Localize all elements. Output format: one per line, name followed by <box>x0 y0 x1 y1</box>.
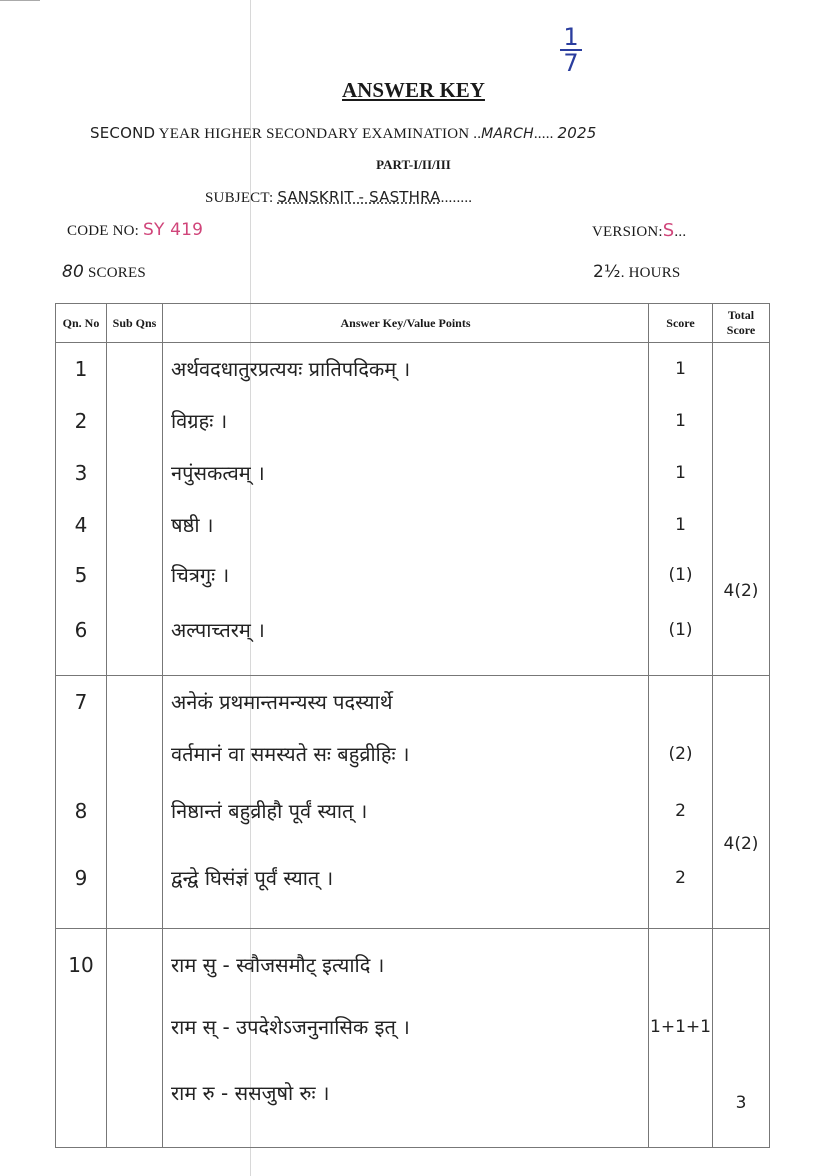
score-column <box>649 929 713 1148</box>
dots: ..... <box>533 126 554 142</box>
exam-label: YEAR HIGHER SECONDARY EXAMINATION .. <box>158 126 482 142</box>
total-score-column <box>713 676 770 929</box>
version-value: S <box>662 220 675 241</box>
question-number: 2 <box>74 409 88 433</box>
score-value <box>649 1053 712 1133</box>
subject-value: SANSKRIT - SASTHRA <box>277 188 441 206</box>
score-value: 1 <box>675 515 686 535</box>
header-answer-key: Answer Key/Value Points <box>163 304 649 343</box>
total-score-value: 4(2) <box>723 581 759 601</box>
code-line <box>67 220 203 240</box>
score-value: 2 <box>675 801 686 821</box>
question-number <box>56 1053 106 1133</box>
table-header-row <box>56 304 770 343</box>
question-number: 6 <box>74 618 88 642</box>
score-column <box>649 343 713 676</box>
document-title: ANSWER KEY <box>342 78 485 102</box>
score-value: (1) <box>668 565 693 585</box>
question-number: 7 <box>74 690 88 714</box>
answer-text: राम सु - स्वौजसमौट् इत्यादि । <box>171 953 385 977</box>
header-total-score: Total Score <box>713 304 770 343</box>
score-value: (2) <box>668 744 693 764</box>
score-value: 1+1+1 <box>650 1017 711 1037</box>
subject-label: SUBJECT: <box>205 190 274 206</box>
score-value: 1 <box>675 359 686 379</box>
answer-text: अनेकं प्रथमान्तमन्यस्य पदस्यार्थे <box>171 690 393 714</box>
dots: ........ <box>440 190 473 206</box>
question-number: 5 <box>74 563 88 587</box>
question-number <box>56 728 106 780</box>
answer-text: निष्ठान्तं बहुव्रीहौ पूर्वं स्यात् । <box>171 799 368 823</box>
version-line: VERSION:S... <box>592 220 687 241</box>
score-value: 2 <box>675 868 686 888</box>
answer-key-table <box>55 303 770 1148</box>
scores-value: 80 <box>62 262 85 282</box>
scores-label: SCORES <box>88 265 146 281</box>
question-number: 8 <box>74 799 88 823</box>
score-value: 1 <box>675 463 686 483</box>
question-number: 1 <box>74 357 88 381</box>
answer-text: नपुंसकत्वम् । <box>171 461 265 485</box>
score-value: (1) <box>668 620 693 640</box>
hours-value: 2½ <box>593 262 621 282</box>
answer-text: षष्ठी । <box>171 513 214 537</box>
answer-text: राम रु - ससजुषो रुः । <box>171 1081 330 1105</box>
page-mark-numerator: 1 <box>563 23 579 51</box>
part-line: PART-I/II/III <box>376 157 451 172</box>
question-number: 4 <box>74 513 88 537</box>
answer-text: अर्थवदधातुरप्रत्ययः प्रातिपदिकम् । <box>171 357 411 381</box>
sub-qns-column <box>107 343 163 676</box>
answer-text: वर्तमानं वा समस्यते सः बहुव्रीहिः । <box>171 742 410 766</box>
total-score-value: 4(2) <box>723 834 759 854</box>
question-group-row <box>56 343 770 676</box>
answer-text: चित्रगुः । <box>171 563 230 587</box>
qn-column <box>56 343 107 676</box>
answer-text: द्वन्द्वे घिसंज्ञं पूर्वं स्यात् । <box>171 866 334 890</box>
row-spacer <box>171 661 648 675</box>
header-sub-qns: Sub Qns <box>107 304 163 343</box>
question-group-row <box>56 676 770 929</box>
answer-text: अल्पाच्तरम् । <box>171 618 265 642</box>
qn-column <box>56 929 107 1148</box>
answer-text: विग्रहः । <box>171 409 228 433</box>
score-value <box>649 929 712 1001</box>
answer-column <box>163 929 649 1148</box>
qn-column <box>56 676 107 929</box>
row-spacer <box>171 914 648 928</box>
sub-qns-column <box>107 676 163 929</box>
exam-year-handwritten: SECOND <box>90 124 156 142</box>
sub-qns-column <box>107 929 163 1148</box>
answer-column <box>163 676 649 929</box>
answer-column <box>163 343 649 676</box>
question-number: 10 <box>68 953 94 977</box>
score-value: 1 <box>675 411 686 431</box>
answer-text: राम स् - उपदेशेऽजनुनासिक इत् । <box>171 1015 410 1039</box>
page-number-mark <box>560 25 582 75</box>
header-qn-no: Qn. No <box>56 304 107 343</box>
question-number: 9 <box>74 866 88 890</box>
total-score-column <box>713 343 770 676</box>
question-number <box>56 1001 106 1053</box>
question-group-row <box>56 929 770 1148</box>
hours-line: 2½. HOURS <box>593 262 681 282</box>
score-column <box>649 676 713 929</box>
subject-line <box>205 188 472 207</box>
scan-edge-mark <box>0 0 40 1</box>
code-value: SY 419 <box>142 220 204 240</box>
score-value <box>649 676 712 728</box>
exam-line <box>90 124 597 143</box>
question-number: 3 <box>74 461 88 485</box>
code-label: CODE NO: <box>67 223 140 239</box>
total-score-column <box>713 929 770 1148</box>
version-label: VERSION: <box>592 224 663 240</box>
scores-line <box>62 262 146 282</box>
exam-month: MARCH <box>481 126 534 142</box>
hours-label: HOURS <box>628 265 681 281</box>
header-score: Score <box>649 304 713 343</box>
page-mark-denominator: 7 <box>563 49 579 77</box>
row-spacer <box>171 1133 648 1147</box>
exam-year: 2025 <box>557 124 597 142</box>
total-score-value: 3 <box>735 1093 747 1113</box>
